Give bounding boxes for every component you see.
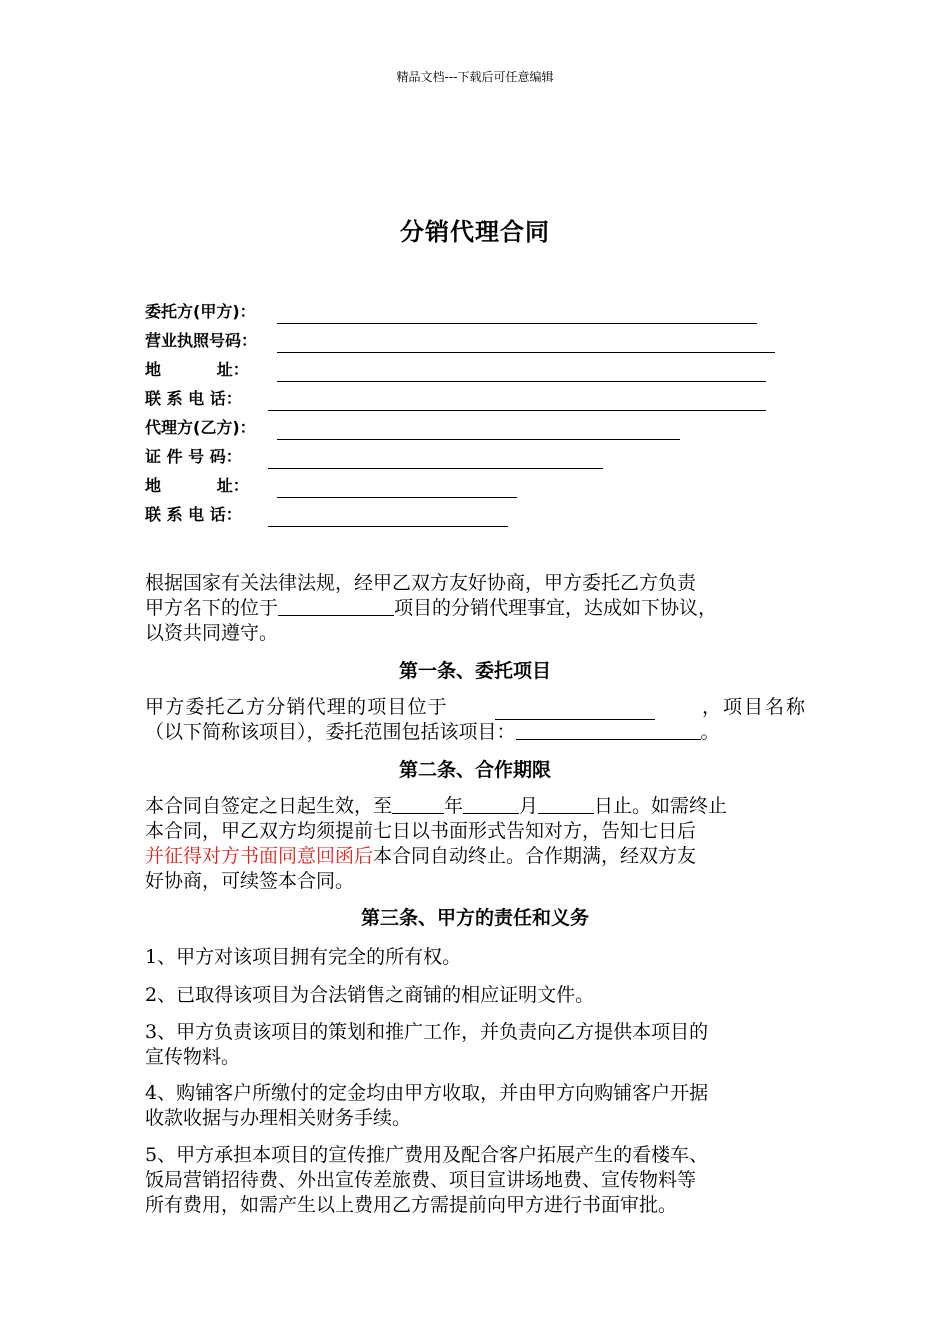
text-segment: 甲方委托乙方分销代理的项目位于 [145, 696, 449, 718]
text-line: 3、甲方负责该项目的策划和推广工作，并负责向乙方提供本项目的 [145, 1021, 709, 1043]
text-segment: 。 [700, 721, 720, 743]
article-2-body [145, 794, 807, 894]
article-1-heading: 第一条、委托项目 [398, 660, 551, 682]
blank-line [268, 410, 766, 411]
text-line [145, 844, 807, 869]
article-3-item-3 [145, 1020, 807, 1070]
field-label: 委托方(甲方)： [145, 302, 256, 321]
text-line: 本合同，甲乙双方均须提前七日以书面形式告知对方，告知七日后 [145, 820, 697, 842]
blank-line [277, 323, 757, 324]
text-segment: 本合同自动终止。合作期满，经双方友 [373, 845, 697, 867]
text-line [145, 720, 807, 745]
text-segment: ，项目名称 [701, 696, 807, 718]
field-label: 营业执照号码： [145, 331, 258, 350]
page-header-note: 精品文档---下载后可任意编辑 [396, 70, 554, 84]
text-line: 好协商，可续签本合同。 [145, 870, 355, 892]
field-label: 证 件 号 码： [145, 447, 242, 466]
text-line: 收款收据与办理相关财务手续。 [145, 1107, 412, 1129]
text-segment: 年 [444, 795, 464, 817]
party-b-phone-field [145, 505, 242, 529]
blank-line [278, 597, 394, 616]
text-line: 宣传物料。 [145, 1046, 241, 1068]
field-label: 联 系 电 话： [145, 389, 242, 408]
article-1-body [145, 695, 807, 745]
blank-line [268, 468, 603, 469]
highlighted-text: 并征得对方书面同意回函后 [145, 845, 374, 867]
blank-line [516, 721, 701, 740]
text-line: 以资共同遵守。 [145, 622, 279, 644]
text-line: 根据国家有关法律法规，经甲乙双方友好协商，甲方委托乙方负责 [145, 572, 697, 594]
article-3-item-1: 1、甲方对该项目拥有完全的所有权。 [145, 946, 462, 968]
text-line: 5、甲方承担本项目的宣传推广费用及配合客户拓展产生的看楼车、 [145, 1144, 709, 1166]
text-segment: 项目的分销代理事宜，达成如下协议， [394, 597, 718, 619]
text-segment: 日止。如需终止 [594, 795, 728, 817]
field-label: 地 址： [145, 360, 249, 379]
article-3-item-5 [145, 1143, 807, 1218]
text-line [145, 794, 807, 819]
text-line [145, 596, 807, 621]
article-3-item-4 [145, 1081, 807, 1131]
party-a-address-field [145, 360, 249, 384]
text-line [145, 695, 807, 720]
text-line: 所有费用，如需产生以上费用乙方需提前向甲方进行书面审批。 [145, 1194, 678, 1216]
party-a-license-field [145, 331, 257, 355]
field-label: 地 址： [145, 476, 249, 495]
blank-line [277, 497, 517, 498]
article-2-heading: 第二条、合作期限 [398, 759, 551, 781]
text-segment: 月 [519, 795, 539, 817]
party-a-phone-field [145, 389, 242, 413]
text-line: 饭局营销招待费、外出宣传差旅费、项目宣讲场地费、宣传物料等 [145, 1169, 697, 1191]
blank-line [277, 352, 775, 353]
blank-line [495, 701, 655, 720]
party-a-name-field [145, 302, 256, 326]
document-title: 分销代理合同 [400, 217, 550, 246]
article-3-heading: 第三条、甲方的责任和义务 [360, 907, 589, 929]
field-label: 联 系 电 话： [145, 505, 242, 524]
blank-line [277, 439, 680, 440]
article-3-item-2: 2、已取得该项目为合法销售之商铺的相应证明文件。 [145, 984, 595, 1006]
party-b-id-field [145, 447, 242, 471]
text-segment: 甲方名下的位于 [145, 597, 279, 619]
blank-line [268, 526, 508, 527]
text-segment: 本合同自签定之日起生效，至 [145, 795, 393, 817]
blank-line [538, 795, 594, 814]
text-line: 4、购铺客户所缴付的定金均由甲方收取，并由甲方向购铺客户开据 [145, 1082, 709, 1104]
blank-line [463, 795, 519, 814]
intro-paragraph [145, 571, 807, 646]
blank-line [392, 795, 444, 814]
text-segment: （以下简称该项目），委托范围包括该项目： [145, 721, 516, 743]
party-b-name-field [145, 418, 256, 442]
field-label: 代理方(乙方)： [145, 418, 256, 437]
party-b-address-field [145, 476, 249, 500]
blank-line [277, 381, 766, 382]
